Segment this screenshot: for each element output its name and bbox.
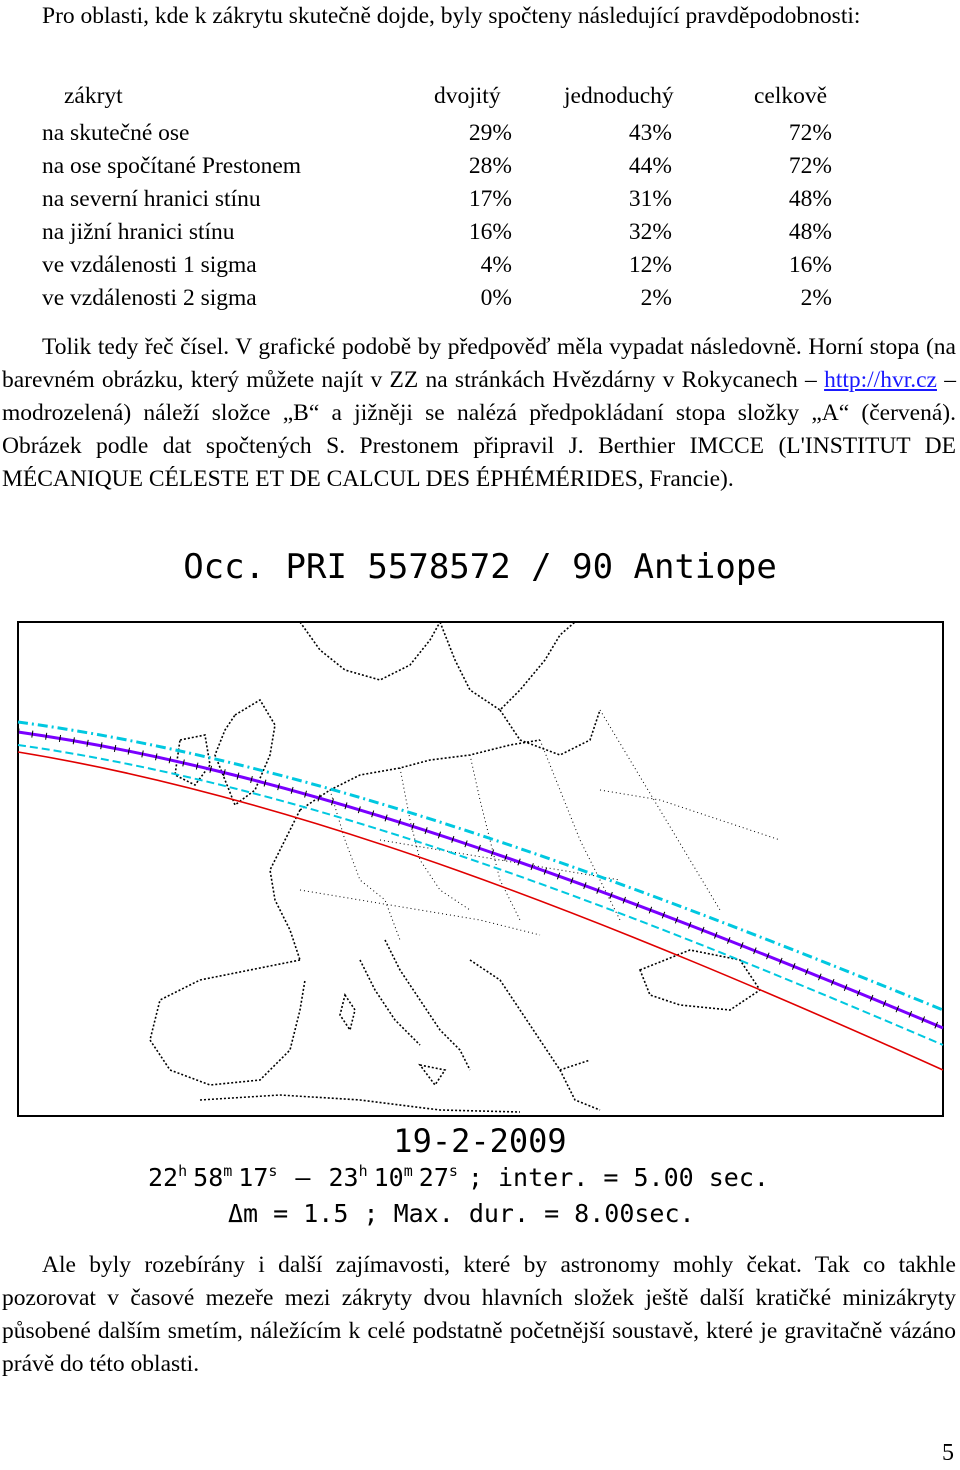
table-row bbox=[42, 216, 862, 249]
time1-hours: 22 bbox=[148, 1163, 179, 1192]
cell-value: 31% bbox=[628, 186, 672, 212]
time2-seconds: 27 bbox=[418, 1163, 449, 1192]
probability-table bbox=[42, 80, 862, 315]
occultation-map bbox=[0, 540, 960, 1230]
table-row bbox=[42, 282, 862, 315]
cell-value: 12% bbox=[628, 252, 672, 278]
table-header bbox=[42, 80, 862, 113]
unit-h: h bbox=[178, 1162, 188, 1180]
figure-description-paragraph bbox=[2, 331, 956, 496]
time2-minutes: 10 bbox=[373, 1163, 404, 1192]
time1-minutes: 58 bbox=[193, 1163, 224, 1192]
row-label: ve vzdálenosti 1 sigma bbox=[42, 252, 257, 278]
map-frame bbox=[18, 622, 943, 1116]
cell-value: 28% bbox=[468, 153, 512, 179]
paragraph-text: – modrozelená) náleží složce „B“ a jižněji se nalézá předpokládaní stopa složky „A“ (červená). Obrázek podle dat spočtených S. Prestonem připravil J. Berthier IMCCE (L'INSTITUT DE MÉCANIQUE CÉLESTE ET DE CALCUL DES ÉPHÉMÉRIDES, Francie). bbox=[2, 367, 957, 492]
cell-value: 2% bbox=[800, 285, 832, 311]
intro-paragraph bbox=[2, 0, 956, 33]
cell-value: 2% bbox=[640, 285, 672, 311]
figure-magnitude-line: Δm = 1.5 ; Max. dur. = 8.00sec. bbox=[228, 1199, 695, 1228]
cell-value: 17% bbox=[468, 186, 512, 212]
figure-time-line bbox=[148, 1162, 769, 1192]
cell-value: 4% bbox=[480, 252, 512, 278]
row-label: na ose spočítané Prestonem bbox=[42, 153, 302, 179]
intro-text: Pro oblasti, kde k zákrytu skutečně dojde, byly spočteny následující pravděpodobnosti: bbox=[42, 3, 861, 29]
paragraph-text: Ale byly rozebírány i další zajímavosti, které by astronomy mohly čekat. Tak co takhle pozorovat v časové mezeře mezi zákryty dvou hlavních složek ještě další kratičké minizákryty působené dalším smetím, náležícím k celé podstatně početnější soustavě, které je gravitačně vázáno právě do této oblasti. bbox=[2, 1252, 956, 1377]
cell-value: 48% bbox=[788, 186, 832, 212]
header-cell: jednoduchý bbox=[564, 83, 674, 109]
cell-value: 48% bbox=[788, 219, 832, 245]
occultation-map-figure bbox=[0, 540, 960, 1230]
cell-value: 0% bbox=[480, 285, 512, 311]
unit-m: m bbox=[403, 1162, 413, 1180]
time1-seconds: 17 bbox=[238, 1163, 269, 1192]
unit-h: h bbox=[358, 1162, 368, 1180]
paragraph-text: Tolik tedy řeč čísel. V grafické podobě by předpověď měla vypadat následovně. Horní stopa (na barevném obrázku, který můžete najít v ZZ na stránkách Hvězdárny v Rokycanech – bbox=[2, 334, 956, 393]
row-label: ve vzdálenosti 2 sigma bbox=[42, 285, 257, 311]
cell-value: 16% bbox=[788, 252, 832, 278]
cell-value: 72% bbox=[788, 120, 832, 146]
unit-m: m bbox=[223, 1162, 233, 1180]
header-cell: dvojitý bbox=[434, 83, 501, 109]
cell-value: 72% bbox=[788, 153, 832, 179]
row-label: na severní hranici stínu bbox=[42, 186, 261, 212]
figure-date: 19-2-2009 bbox=[393, 1122, 567, 1160]
page-number: 5 bbox=[942, 1440, 954, 1466]
unit-s: s bbox=[268, 1162, 278, 1180]
unit-s: s bbox=[448, 1162, 458, 1180]
cell-value: 43% bbox=[628, 120, 672, 146]
interval-text: ; inter. = 5.00 sec. bbox=[467, 1163, 769, 1192]
cell-value: 16% bbox=[468, 219, 512, 245]
header-cell: celkově bbox=[754, 83, 828, 109]
figure-title: Occ. PRI 5578572 / 90 Antiope bbox=[183, 547, 777, 587]
cell-value: 29% bbox=[468, 120, 512, 146]
table-row bbox=[42, 150, 862, 183]
table-row bbox=[42, 117, 862, 150]
cell-value: 32% bbox=[628, 219, 672, 245]
header-cell: zákryt bbox=[64, 83, 123, 109]
table-row bbox=[42, 249, 862, 282]
cell-value: 44% bbox=[628, 153, 672, 179]
row-label: na jižní hranici stínu bbox=[42, 219, 235, 245]
hvr-link[interactable]: http://hvr.cz bbox=[824, 367, 937, 393]
table-row bbox=[42, 183, 862, 216]
time2-hours: 23 bbox=[328, 1163, 359, 1192]
time-dash: – bbox=[295, 1163, 311, 1192]
row-label: na skutečné ose bbox=[42, 120, 190, 146]
closing-paragraph bbox=[2, 1249, 956, 1381]
